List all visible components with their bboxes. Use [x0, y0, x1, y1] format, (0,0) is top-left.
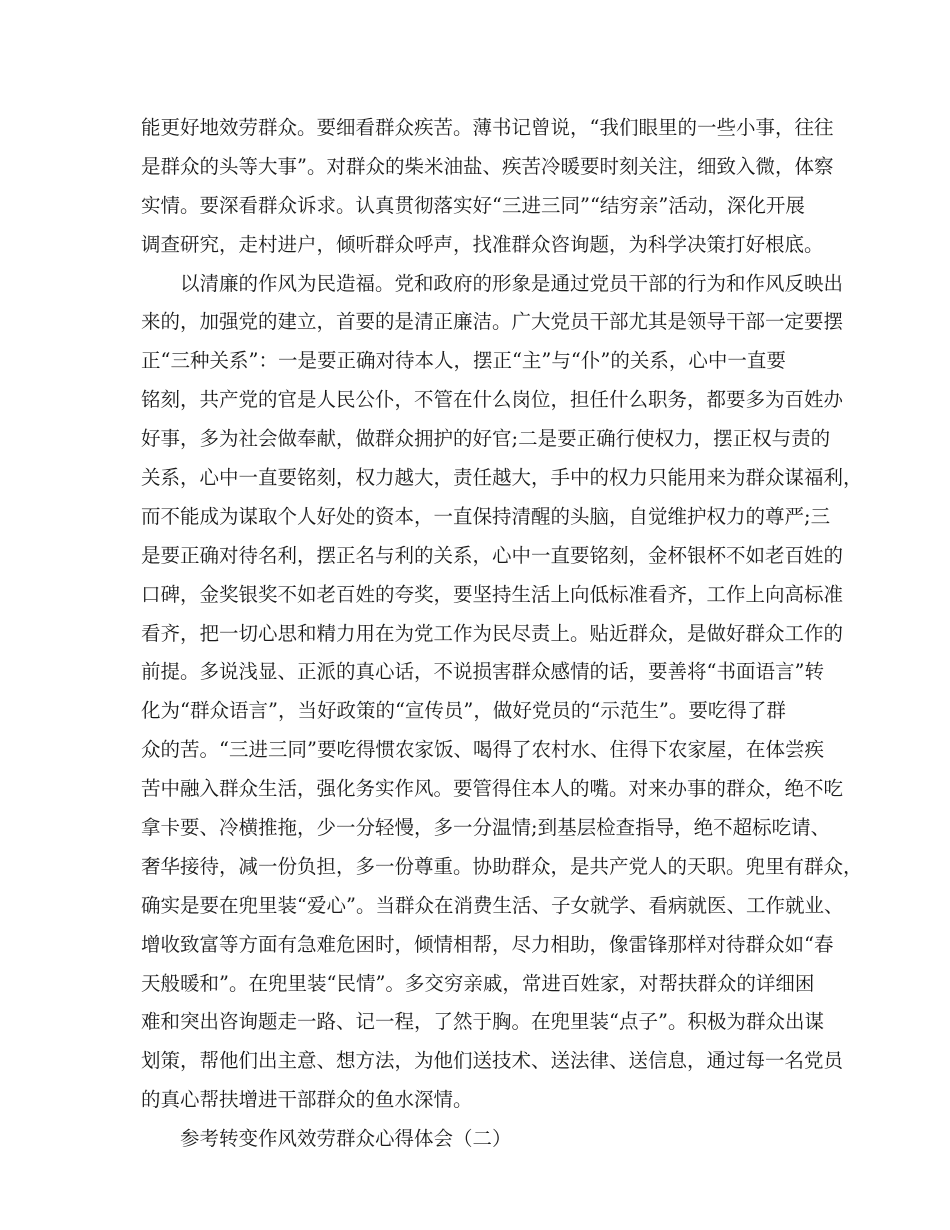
text-line: 正“三种关系”：一是要正确对待本人，摆正“主”与“仆”的关系，心中一直要: [141, 349, 786, 373]
text-line: 实情。要深看群众诉求。认真贯彻落实好“三进三同”“结穷亲”活动，深化开展: [141, 193, 805, 217]
text-line: 确实是要在兜里装“爱心”。当群众在消费生活、子女就学、看病就医、工作就业、: [141, 893, 844, 917]
text-line: 难和突出咨询题走一路、记一程，了然于胸。在兜里装“点子”。积极为群众出谋: [141, 1010, 824, 1034]
text-line: 化为“群众语言”，当好政策的“宣传员”，做好党员的“示范生”。要吃得了群: [141, 699, 786, 723]
text-line: 奢华接待，减一份负担，多一份尊重。协助群众，是共产党人的天职。兜里有群众，: [141, 854, 863, 878]
document-body: [141, 109, 863, 1159]
paragraph-start-line: 以清廉的作风为民造福。党和政府的形象是通过党员干部的行为和作风反映出: [180, 271, 844, 295]
text-line: 前提。多说浅显、正派的真心话，不说损害群众感情的话，要善将“书面语言”转: [141, 660, 824, 684]
text-line: 关系，心中一直要铭刻，权力越大，责任越大，手中的权力只能用来为群众谋福利，: [141, 466, 863, 490]
text-line: 能更好地效劳群众。要细看群众疾苦。薄书记曾说，“我们眼里的一些小事，往往: [141, 116, 834, 139]
text-line: 好事，多为社会做奉献，做群众拥护的好官;二是要正确行使权力，摆正权与责的: [141, 427, 831, 451]
text-line: 来的，加强党的建立，首要的是清正廉洁。广大党员干部尤其是领导干部一定要摆: [141, 310, 844, 334]
text-line: 看齐，把一切心思和精力用在为党工作为民尽责上。贴近群众，是做好群众工作的: [141, 621, 844, 645]
text-line: 苦中融入群众生活，强化务实作风。要管得住本人的嘴。对来办事的群众，绝不吃: [141, 777, 844, 801]
text-line: 拿卡要、冷横推拖，少一分轻慢，多一分温情;到基层检查指导，绝不超标吃请、: [141, 816, 831, 840]
section-heading: 参考转变作风效劳群众心得体会（二）: [180, 1127, 512, 1151]
text-line: 铭刻，共产党的官是人民公仆，不管在什么岗位，担任什么职务，都要多为百姓办: [141, 388, 844, 412]
text-line: 是要正确对待名利，摆正名与利的关系，心中一直要铭刻，金杯银杯不如老百姓的: [141, 543, 844, 567]
text-line: 增收致富等方面有急难危困时，倾情相帮，尽力相助，像雷锋那样对待群众如“春: [141, 932, 834, 956]
text-line: 调查研究，走村进户，倾听群众呼声，找准群众咨询题，为科学决策打好根底。: [141, 232, 824, 256]
text-line: 天般暖和”。在兜里装“民情”。多交穷亲戚，常进百姓家，对帮扶群众的详细困: [141, 971, 815, 995]
text-line: 是群众的头等大事”。对群众的柴米油盐、疾苦冷暖要时刻关注，细致入微，体察: [141, 154, 834, 178]
text-line: 口碑，金奖银奖不如老百姓的夸奖，要坚持生活上向低标准看齐，工作上向高标准: [141, 582, 844, 606]
text-line: 的真心帮扶增进干部群众的鱼水深情。: [141, 1088, 473, 1112]
text-line: 众的苦。“三进三同”要吃得惯农家饭、喝得了农村水、住得下农家屋，在体尝疾: [141, 738, 824, 762]
text-line: 而不能成为谋取个人好处的资本，一直保持清醒的头脑，自觉维护权力的尊严;三: [141, 504, 831, 528]
text-line: 划策，帮他们出主意、想方法，为他们送技术、送法律、送信息，通过每一名党员: [141, 1049, 844, 1073]
